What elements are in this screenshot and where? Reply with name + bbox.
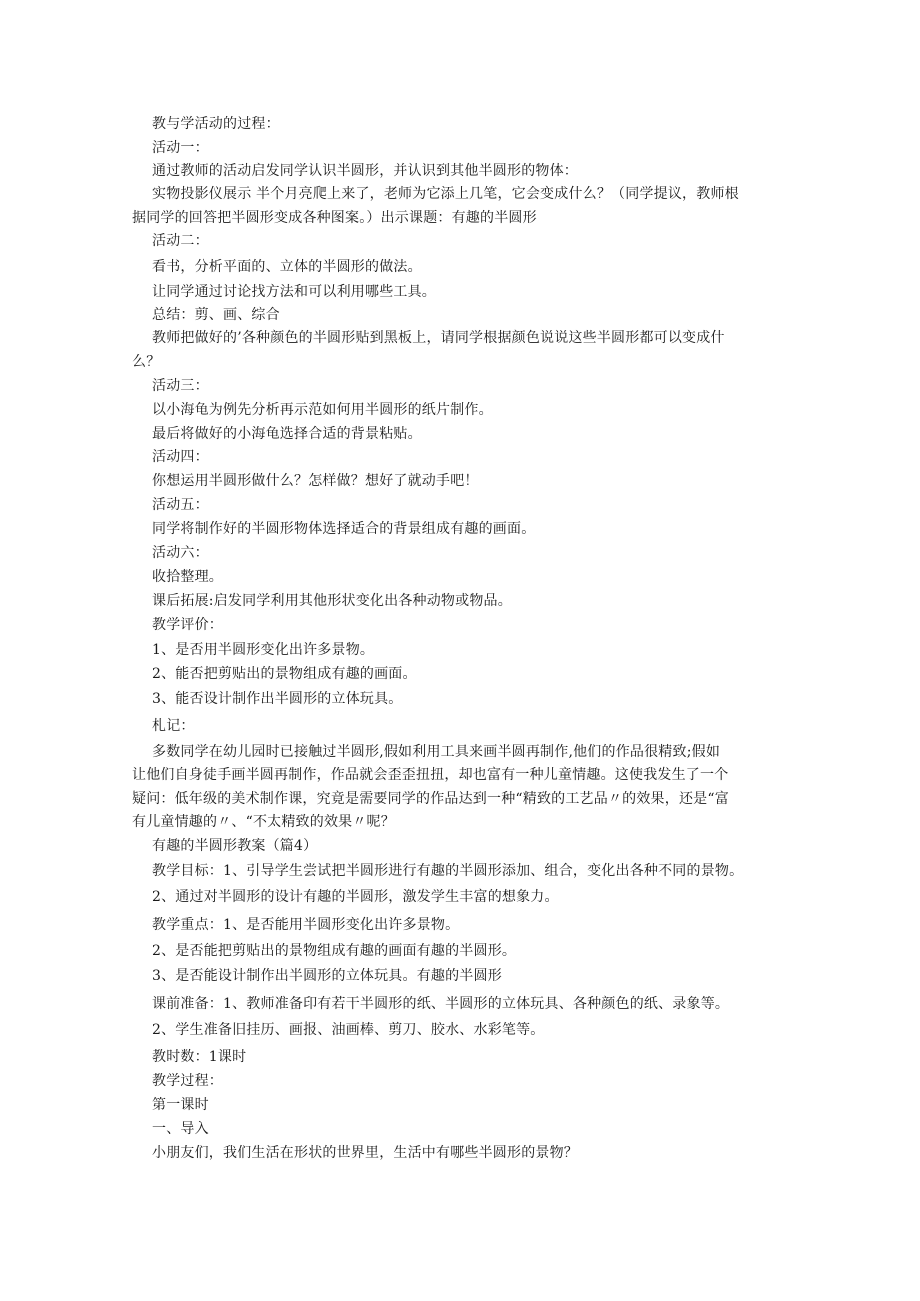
text-line: 活动六： [152, 545, 209, 561]
text-line: 活动二： [152, 233, 209, 249]
text-line: 小朋友们，我们生活在形状的世界里，生活中有哪些半圆形的景物？ [152, 1145, 578, 1161]
text-line: 让同学通过讨论找方法和可以利用哪些工具。 [152, 284, 436, 300]
text-line: 2、是否能把剪贴出的景物组成有趣的画面有趣的半圆形。 [152, 943, 517, 959]
text-line: 活动四： [152, 449, 209, 465]
text-line: 据同学的回答把半圆形变成各种图案。）出示课题：有趣的半圆形 [132, 210, 537, 226]
list-item: 1、是否用半圆形变化出许多景物。 [152, 642, 375, 658]
list-item: 2、能否把剪贴出的景物组成有趣的画面。 [152, 666, 417, 682]
text-line: 教学评价： [152, 617, 223, 633]
text-line: 课前准备：1、教师准备印有若干半圆形的纸、半圆形的立体玩具、各种颜色的纸、录象等。 [152, 996, 730, 1012]
text-line: 最后将做好的小海龟选择合适的背景粘贴。 [152, 426, 422, 442]
text-line: 一、导入 [152, 1121, 209, 1137]
text-line: 么？ [132, 354, 161, 370]
text-line: 教与学活动的过程： [152, 116, 280, 132]
text-line: 2、学生准备旧挂历、画报、油画棒、剪刀、胶水、水彩笔等。 [152, 1022, 545, 1038]
text-line: 有儿童情趣的〃、“不太精致的效果〃呢？ [132, 814, 395, 830]
text-line: 你想运用半圆形做什么？怎样做？想好了就动手吧！ [152, 473, 479, 489]
text-line: 活动一： [152, 140, 209, 156]
text-line: 通过教师的活动启发同学认识半圆形，并认识到其他半圆形的物体： [152, 163, 578, 179]
text-line: 教时数：1课时 [152, 1049, 247, 1065]
text-line: 收拾整理。 [152, 569, 223, 585]
text-line: 第一课时 [152, 1097, 209, 1113]
text-line: 让他们自身徒手画半圆再制作，作品就会歪歪扭扭，却也富有一种儿童情趣。这使我发生了一个 [132, 767, 729, 783]
text-line: 活动五： [152, 497, 209, 513]
text-line: 教学重点：1、是否能用半圆形变化出许多景物。 [152, 917, 460, 933]
text-line: 2、通过对半圆形的设计有趣的半圆形，激发学生丰富的想象力。 [152, 889, 559, 905]
text-line: 以小海龟为例先分析再示范如何用半圆形的纸片制作。 [152, 402, 493, 418]
section-heading: 有趣的半圆形教案（篇4） [152, 838, 318, 854]
text-line: 札记： [152, 718, 195, 734]
text-line: 疑问：低年级的美术制作课，究竟是需要同学的作品达到一种“精致的工艺品〃的效果，还是“富 [132, 791, 729, 807]
text-line: 课后拓展:启发同学利用其他形状变化出各种动物或物品。 [152, 593, 512, 609]
list-item: 3、能否设计制作出半圆形的立体玩具。 [152, 691, 403, 707]
text-line: 实物投影仪展示 半个月亮爬上来了，老师为它添上几笔，它会变成什么？（同学提议，教师根 [152, 186, 739, 202]
text-line: 同学将制作好的半圆形物体选择适合的背景组成有趣的画面。 [152, 521, 536, 537]
text-line: 3、是否能设计制作出半圆形的立体玩具。有趣的半圆形 [152, 968, 502, 984]
text-line: 活动三： [152, 378, 209, 394]
text-line: 教师把做好的’各种颜色的半圆形贴到黑板上，请同学根据颜色说说这些半圆形都可以变成什 [152, 330, 725, 346]
text-line: 看书，分析平面的、立体的半圆形的做法。 [152, 259, 422, 275]
text-line: 多数同学在幼儿园时已接触过半圆形,假如利用工具来画半圆再制作,他们的作品很精致;假如 [152, 744, 721, 760]
text-line: 教学目标：1、引导学生尝试把半圆形进行有趣的半圆形添加、组合，变化出各种不同的景物。 [152, 863, 744, 879]
text-line: 总结：剪、画、综合 [152, 307, 280, 323]
text-line: 教学过程： [152, 1073, 223, 1089]
